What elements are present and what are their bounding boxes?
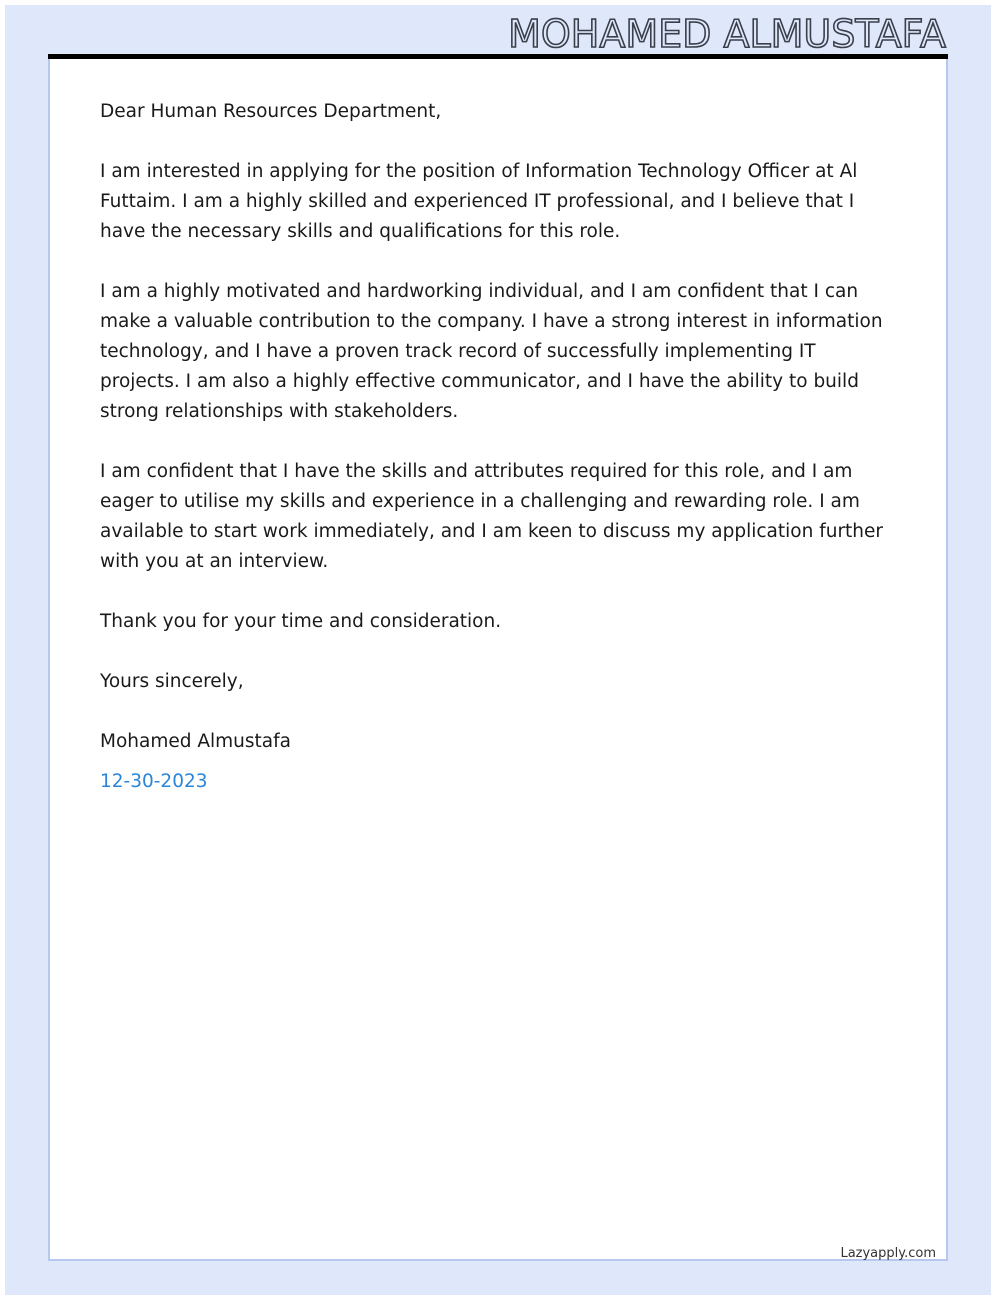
paragraph-3: I am confident that I have the skills and attributes required for this role, and I am eager to utilise my skills and experience in a challenging and rewarding role. I am available to start work immediately, and I am keen to discuss my application further with you at an interview. — [100, 461, 884, 572]
letter-date: 12-30-2023 — [100, 771, 208, 792]
paragraph-2: I am a highly motivated and hardworking individual, and I am confident that I can make a valuable contribution to the company. I have a strong interest in information technology, and I have a proven track record of successfully implementing IT projects. I am also a highly effective communicator, and I have the ability to build strong relationships with stakeholders. — [100, 281, 883, 422]
closing: Yours sincerely, — [100, 671, 244, 692]
signature: Mohamed Almustafa — [100, 731, 291, 752]
footer-brand: Lazyapply.com — [840, 1246, 936, 1261]
paragraph-1: I am interested in applying for the position of Information Technology Officer at Al Futtaim. I am a highly skilled and experienced IT professional, and I believe that I have the necessary skills and qualifications for this role. — [100, 161, 858, 242]
applicant-name-header: MOHAMED ALMUSTAFA — [508, 12, 946, 56]
letter-body — [100, 97, 900, 827]
salutation: Dear Human Resources Department, — [100, 101, 442, 122]
paragraph-4: Thank you for your time and consideration. — [100, 611, 502, 632]
